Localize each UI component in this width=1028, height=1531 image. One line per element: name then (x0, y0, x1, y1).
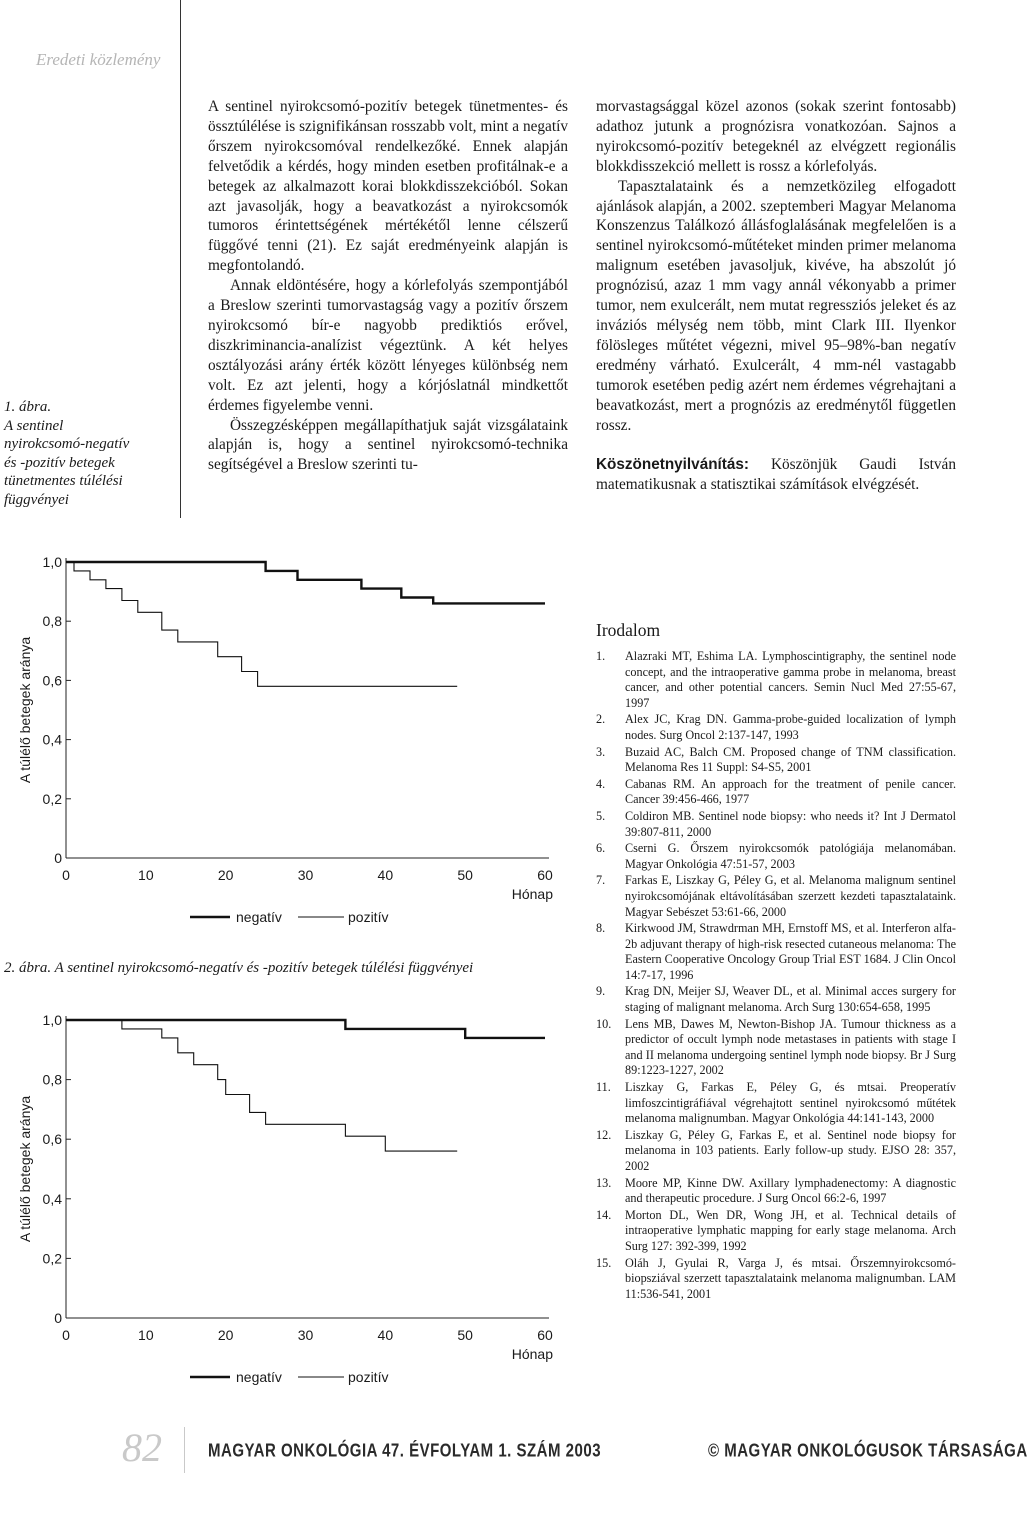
reference-number: 9. (596, 984, 606, 999)
reference-text: Lens MB, Dawes M, Newton-Bishop JA. Tumour thickness as a predictor of occult lymph node metastases in patients with stage I and II melanoma undergoing sentinel lymph node biopsy. Br J Surg 89:1223-1227, 2002 (625, 1016, 956, 1078)
fig1-caption-line: 1. ábra. (4, 399, 52, 415)
series-line-negatív (66, 562, 545, 603)
reference-item (596, 1128, 956, 1175)
reference-text: Alazraki MT, Eshima LA. Lymphoscintigraphy, the sentinel node concept, and the intraoperative gamma probe in melanoma, breast cancer, and other potential cancers. Semin Nucl Med 27:55-67, 1997 (625, 649, 956, 710)
fig1-caption-line: tünetmentes túlélési (4, 473, 123, 489)
reference-text: Liszkay G, Péley G, Farkas E, et al. Sentinel node biopsy for melanoma in 103 patients. Early follow-up study. EJSO 28: 357, 2002 (625, 1127, 956, 1173)
reference-text: Alex JC, Krag DN. Gamma-probe-guided localization of lymph nodes. Surg Oncol 2:137-147, 1993 (625, 712, 956, 742)
column-divider (180, 0, 181, 518)
reference-text: Kirkwood JM, Strawdrman MH, Ernstoff MS, et al. Interferon alfa-2b adjuvant therapy of high-risk resected cutaneous melanoma: The Eastern Cooperative Oncology Group Trial EST 1684. J Clin Oncol 14:7-17, 1996 (625, 921, 956, 982)
legend-label: pozitív (348, 1369, 389, 1385)
paragraph: Annak eldöntésére, hogy a kórlefolyás szempontjából a Breslow szerinti tumorvastagság vagy a pozitív őrszem nyirokcsomó bír-e nagyobb prediktiós erővel, diszkriminancia-analízist végeztünk. A két helyes osztályozási arány érték között lényeges különbség nem volt. Ez azt jelenti, hogy a kórjóslatnál mindkettőt érdemes figyelembe venni. (208, 277, 568, 414)
y-tick-label: 1,0 (42, 1012, 62, 1028)
reference-text: Buzaid AC, Balch CM. Proposed change of TNM classification. Melanoma Res 11 Suppl: S4-S5, 2001 (625, 744, 956, 775)
reference-text: Coldiron MB. Sentinel node biopsy: who needs it? Int J Dermatol 39:807-811, 2000 (625, 808, 956, 839)
reference-item (596, 1208, 956, 1255)
references-list (596, 649, 956, 1303)
reference-item (596, 712, 956, 743)
reference-item (596, 1176, 956, 1207)
series-line-pozitív (66, 1020, 457, 1151)
page-number: 82 (122, 1425, 162, 1470)
body-column-right (596, 97, 956, 495)
reference-number: 4. (596, 776, 606, 791)
figure-1-chart (0, 540, 590, 930)
y-tick-label: 0 (54, 850, 62, 866)
journal-name: MAGYAR ONKOLÓGIA 47. ÉVFOLYAM 1. SZÁM 2003 (208, 1440, 602, 1462)
reference-item (596, 745, 956, 776)
legend-label: negatív (236, 909, 282, 925)
reference-item (596, 649, 956, 711)
reference-item (596, 1080, 956, 1127)
legend-label: negatív (236, 1369, 282, 1385)
reference-number: 11. (596, 1080, 611, 1095)
reference-number: 15. (596, 1255, 612, 1270)
reference-number: 3. (596, 744, 606, 759)
x-tick-label: 60 (537, 867, 553, 883)
acknowledgement (596, 455, 956, 495)
reference-text: Liszkay G, Farkas E, Péley G, és mtsai. Preoperatív limfoszcintigráfiával végrehajtott sentinel nyirokcsomó műtétek melanoma malignumban. Magyar Onkológia 44:141-143, 2000 (625, 1080, 956, 1126)
reference-number: 10. (596, 1016, 612, 1031)
x-axis-label: Hónap (511, 1346, 553, 1362)
x-tick-label: 10 (138, 867, 154, 883)
y-tick-label: 0,8 (42, 1071, 62, 1088)
y-tick-label: 0,6 (42, 672, 62, 689)
reference-number: 7. (596, 873, 606, 888)
fig1-caption-line: nyirokcsomó-negatív (4, 436, 130, 452)
legend-label: pozitív (348, 909, 389, 925)
reference-text: Cabanas RM. An approach for the treatment of penile cancer. Cancer 39:456-466, 1977 (625, 776, 956, 807)
series-line-pozitív (66, 562, 457, 686)
reference-text: Krag DN, Meijer SJ, Weaver DL, et al. Minimal acces surgery for staging of malignant melanoma. Arch Surg 130:654-658, 1995 (625, 984, 956, 1015)
figure-2-chart (0, 1000, 590, 1400)
reference-text: Cserni G. Őrszem nyirokcsomók patológiája melanomában. Magyar Onkológia 47:51-57, 2003 (625, 841, 956, 871)
reference-item (596, 1256, 956, 1303)
y-tick-label: 1,0 (42, 554, 62, 570)
acknowledgement-text: Köszönjük Gaudi István matematikusnak a statisztikai számítások elvégzését. (596, 456, 956, 494)
y-tick-label: 0,2 (42, 1250, 62, 1267)
reference-text: Oláh J, Gyulai R, Varga J, és mtsai. Őrszemnyirokcsomó-biopsziával szerzett tapasztalataink melanoma malignumban. LAM 11:536-541, 2001 (625, 1255, 956, 1301)
x-tick-label: 40 (377, 1327, 394, 1343)
reference-item (596, 841, 956, 872)
x-tick-label: 0 (62, 867, 70, 883)
x-axis-label: Hónap (511, 886, 553, 902)
paragraph: A sentinel nyirokcsomó-pozitív betegek tünetmentes- és össztúlélése is szignifikánsan rosszabb volt, mint a negatív őrszem nyirokcsomóval rendelkezőké. Ennek alapján felvetődik a kérdés, hogy minden esetben profitálnak-e a betegek az alkalmazott korai blokkdisszekcióból. Sokan azt javasolják, hogy a beavatkozást a nyirokcsomók tumoros érintettségének mértékétől lenne célszerű függővé tenni (21). Ez saját eredményeink alapján is megfontolandó. (208, 98, 568, 275)
reference-number: 14. (596, 1207, 612, 1222)
x-tick-label: 50 (457, 867, 473, 883)
x-tick-label: 20 (217, 867, 234, 883)
fig1-caption-line: A sentinel (4, 417, 64, 434)
fig1-caption-line: függvényei (4, 491, 69, 508)
reference-text: Farkas E, Liszkay G, Péley G, et al. Melanoma malignum sentinel nyirokcsomójának eltávolításában szerzett kezdeti tapasztalataink. Magyar Sebészet 53:61-66, 2000 (625, 873, 956, 919)
y-axis-label: A túlélő betegek aránya (17, 636, 33, 784)
paragraph: Tapasztalataink és a nemzetközileg elfogadott ajánlások alapján, a 2002. szeptemberi Magyar Melanoma Konszenzus Találkozó állásfoglalásának megfelelően is a sentinel nyirokcsomó-műtéteket minden primer melanoma malignum esetében javasoljuk, kivéve, ha abszolút jó prognózisú, azaz 1 mm vagy annál vékonyabb a primer tumor, nem exulcerált, nem mutat regressziós jeleket és az inváziós mélység nem több, mint Clark III. Ilyenkor fölösleges műtétet végezni, mivel 95–98%-ban negatív eredmény várható. Exulcerált, 4 mm-nél vastagabb tumorok esetében pedig azért nem érdemes végrehajtani a beavatkozást, mert a prognózis az eredménytől független rossz. (596, 177, 956, 434)
x-tick-label: 40 (377, 867, 394, 883)
reference-item (596, 873, 956, 920)
reference-item (596, 777, 956, 808)
y-tick-label: 0,6 (42, 1131, 62, 1148)
reference-item (596, 809, 956, 840)
y-tick-label: 0,2 (42, 790, 62, 807)
x-tick-label: 10 (138, 1327, 154, 1343)
reference-number: 13. (596, 1175, 612, 1190)
copyright: © MAGYAR ONKOLÓGUSOK TÁRSASÁGA (708, 1440, 1028, 1462)
body-column-left (208, 97, 568, 475)
reference-item (596, 984, 956, 1015)
section-label: Eredeti közlemény (36, 50, 161, 69)
references-title: Irodalom (596, 620, 661, 640)
y-tick-label: 0,8 (42, 613, 62, 630)
reference-number: 6. (596, 841, 606, 856)
y-tick-label: 0 (54, 1310, 62, 1326)
fig1-caption-line: és -pozitív betegek (4, 454, 115, 471)
x-tick-label: 50 (457, 1327, 473, 1343)
y-axis-label: A túlélő betegek aránya (17, 1095, 33, 1243)
x-tick-label: 30 (297, 867, 314, 883)
paragraph: Összegzésképpen megállapíthatjuk saját vizsgálataink alapján is, hogy a sentinel nyirokcsomó-technika segítségével a Breslow szerinti tu- (208, 416, 568, 474)
y-tick-label: 0,4 (42, 1190, 62, 1207)
paragraph: morvastagsággal közel azonos (sokak szerint fontosabb) adathoz jutunk a prognózisra vonatkozóan. Sajnos a nyirokcsomó-pozitív betegeknél az elvégzett regionális blokkdisszekció mellett is rossz a kórlefolyás. (596, 98, 956, 175)
acknowledgement-label: Köszönetnyilvánítás: (596, 456, 749, 474)
reference-text: Morton DL, Wen DR, Wong JH, et al. Technical details of intraoperative lymphatic mapping for early stage melanoma. Arch Surg 127: 392-399, 1992 (625, 1207, 956, 1253)
figure-2-caption: 2. ábra. A sentinel nyirokcsomó-negatív és -pozitív betegek túlélési függvényei (4, 960, 474, 976)
reference-number: 2. (596, 712, 606, 727)
reference-text: Moore MP, Kinne DW. Axillary lymphadenectomy: A diagnostic and therapeutic procedure. J Surg Oncol 66:2-6, 1997 (625, 1175, 956, 1206)
reference-number: 12. (596, 1127, 612, 1142)
reference-number: 1. (596, 649, 606, 663)
x-tick-label: 60 (537, 1327, 553, 1343)
reference-item (596, 1017, 956, 1079)
y-tick-label: 0,4 (42, 731, 62, 748)
figure-1-caption (4, 398, 176, 509)
reference-number: 5. (596, 808, 606, 823)
x-tick-label: 30 (297, 1327, 314, 1343)
x-tick-label: 20 (217, 1327, 234, 1343)
footer-divider (184, 1427, 185, 1473)
reference-item (596, 921, 956, 983)
x-tick-label: 0 (62, 1327, 70, 1343)
reference-number: 8. (596, 921, 606, 936)
